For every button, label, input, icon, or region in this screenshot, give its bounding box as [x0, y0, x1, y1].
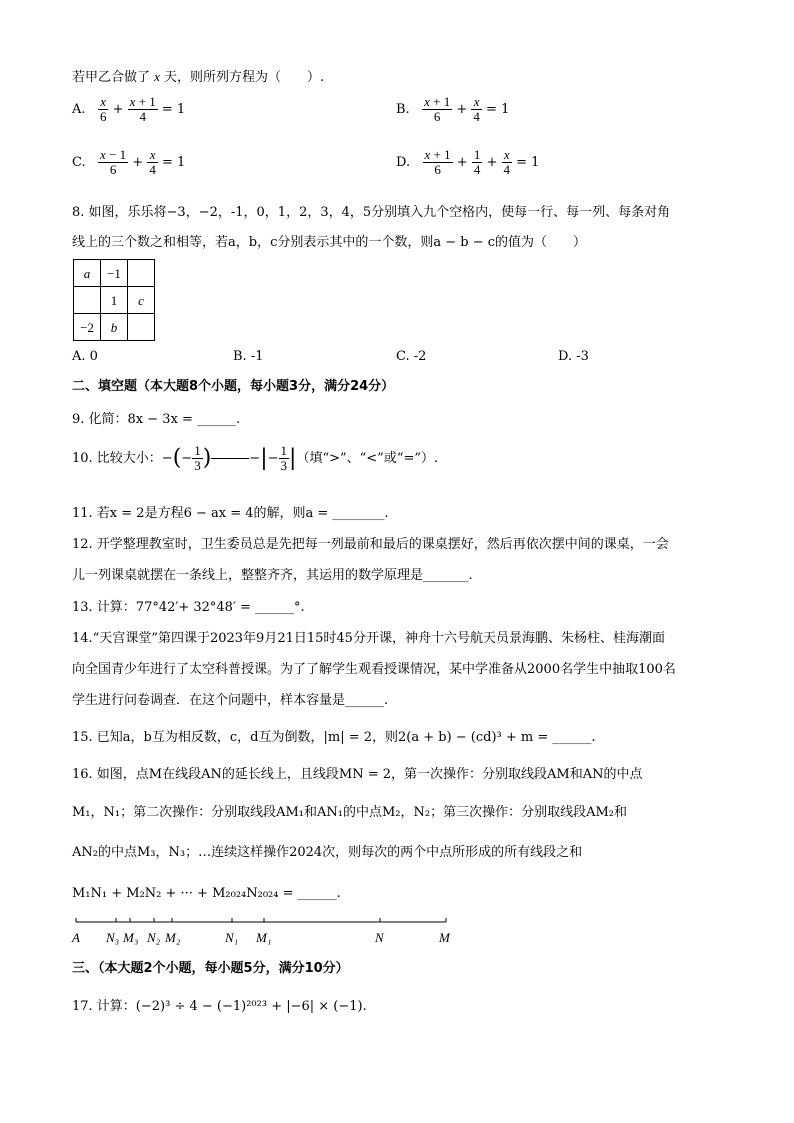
label-n1: N₁ [225, 930, 239, 945]
q7-stem: 若甲乙合做了 x 天，则所列方程为（ ）. [72, 69, 325, 85]
q12-line1: 12. 开学整理教室时，卫生委员总是先把每一列最前和最后的课桌摆好，然后再依次摆中间的课桌，一会 [72, 537, 669, 552]
q8-option-d: D. -3 [558, 349, 589, 364]
grid-cell: −1 [101, 260, 128, 287]
label-m: M [439, 930, 450, 945]
label-m1: M₁ [256, 930, 272, 945]
q7-option-b: B. $\frac{x + 1}{6}$ + $\frac{x}{4}$ = 1 [396, 94, 510, 124]
grid-cell: 1 [101, 287, 128, 314]
q13: 13. 计算：77°42′+ 32°48′ = ______°. [72, 600, 305, 615]
q16-line2: M₁，N₁；第二次操作：分别取线段AM₁和AN₁的中点M₂，N₂；第三次操作：分别取线段AM₂和 [72, 805, 628, 820]
q8-option-c: C. -2 [396, 349, 427, 364]
grid-cell [128, 260, 155, 287]
q16-line3: AN₂的中点M₃，N₃；…连续这样操作2024次，则每次的两个中点所形成的所有线段之和 [72, 845, 583, 860]
section2-title: 二、填空题（本大题8个小题，每小题3分，满分24分） [72, 379, 395, 394]
label-n3: N₃ [106, 930, 120, 945]
q16-line4: M₁N₁ + M₂N₂ + ··· + M₂₀₂₄N₂₀₂₄ = ______. [72, 886, 341, 901]
q14-line3: 学生进行问卷调查．在这个问题中，样本容量是______. [72, 693, 389, 708]
grid-cell [74, 287, 101, 314]
q12-line2: 儿一列课桌就摆在一条线上，整整齐齐，其运用的数学原理是_______. [72, 568, 473, 583]
q16-line1: 16. 如图，点M在线段AN的延长线上，且线段MN = 2，第一次操作：分别取线段AM和AN的中点 [72, 767, 643, 782]
q16-segment-figure [70, 912, 460, 950]
grid-cell: c [128, 287, 155, 314]
label-a: A [72, 930, 80, 945]
q7-option-c: C. $\frac{x - 1}{6}$ + $\frac{x}{4}$ = 1 [72, 147, 186, 177]
grid-cell [128, 314, 155, 341]
q8-option-b: B. -1 [233, 349, 264, 364]
q11: 11. 若x = 2是方程6 − ax = 4的解，则a = ________. [72, 506, 389, 521]
q9: 9. 化简：8x − 3x = ______. [72, 412, 241, 427]
q8-stem-line1: 8. 如图，乐乐将−3，−2，-1，0，1，2，3，4，5分别填入九个空格内，使每一行、每一列、每条对角 [72, 205, 671, 220]
label-n2: N₂ [147, 930, 161, 945]
grid-cell: a [74, 260, 101, 287]
label-m2: M₂ [165, 930, 181, 945]
q8-option-a: A. 0 [72, 349, 98, 364]
q15: 15. 已知a，b互为相反数，c，d互为倒数，|m| = 2，则2(a + b) − (cd)³ + m = ______. [72, 730, 596, 745]
q17: 17. 计算：(−2)³ ÷ 4 − (−1)²⁰²³ + |−6| × (−1). [72, 999, 367, 1014]
q14-line1: 14.“天宫课堂”第四课于2023年9月21日15时45分开课，神舟十六号航天员景海鹏、朱杨柱、桂海潮面 [72, 631, 665, 646]
q7-option-a: A. $\frac{x}{6}$ + $\frac{x + 1}{4}$ = 1 [72, 94, 186, 124]
label-m3: M₃ [123, 930, 139, 945]
q14-line2: 向全国青少年进行了太空科普授课。为了了解学生观看授课情况，某中学准备从2000名学生中抽取100名 [72, 662, 676, 677]
section3-title: 三、（本大题2个小题，每小题5分，满分10分） [72, 961, 349, 976]
grid-cell: −2 [74, 314, 101, 341]
q8-stem-line2: 线上的三个数之和相等，若a，b，c分别表示其中的一个数，则a − b − c的值为（ ） [72, 235, 587, 250]
label-n: N [375, 930, 384, 945]
q7-option-d: D. $\frac{x + 1}{6}$ + $\frac{1}{4}$ + $\frac{x}{4}$ = 1 [396, 147, 540, 177]
grid-cell: b [101, 314, 128, 341]
q8-grid [73, 259, 155, 341]
q10: 10. 比较大小：−(− $\frac{1}{3}$ ) −|− $\frac{1}{3}$ |（填“>”、“<”或“=”）. [72, 443, 439, 473]
